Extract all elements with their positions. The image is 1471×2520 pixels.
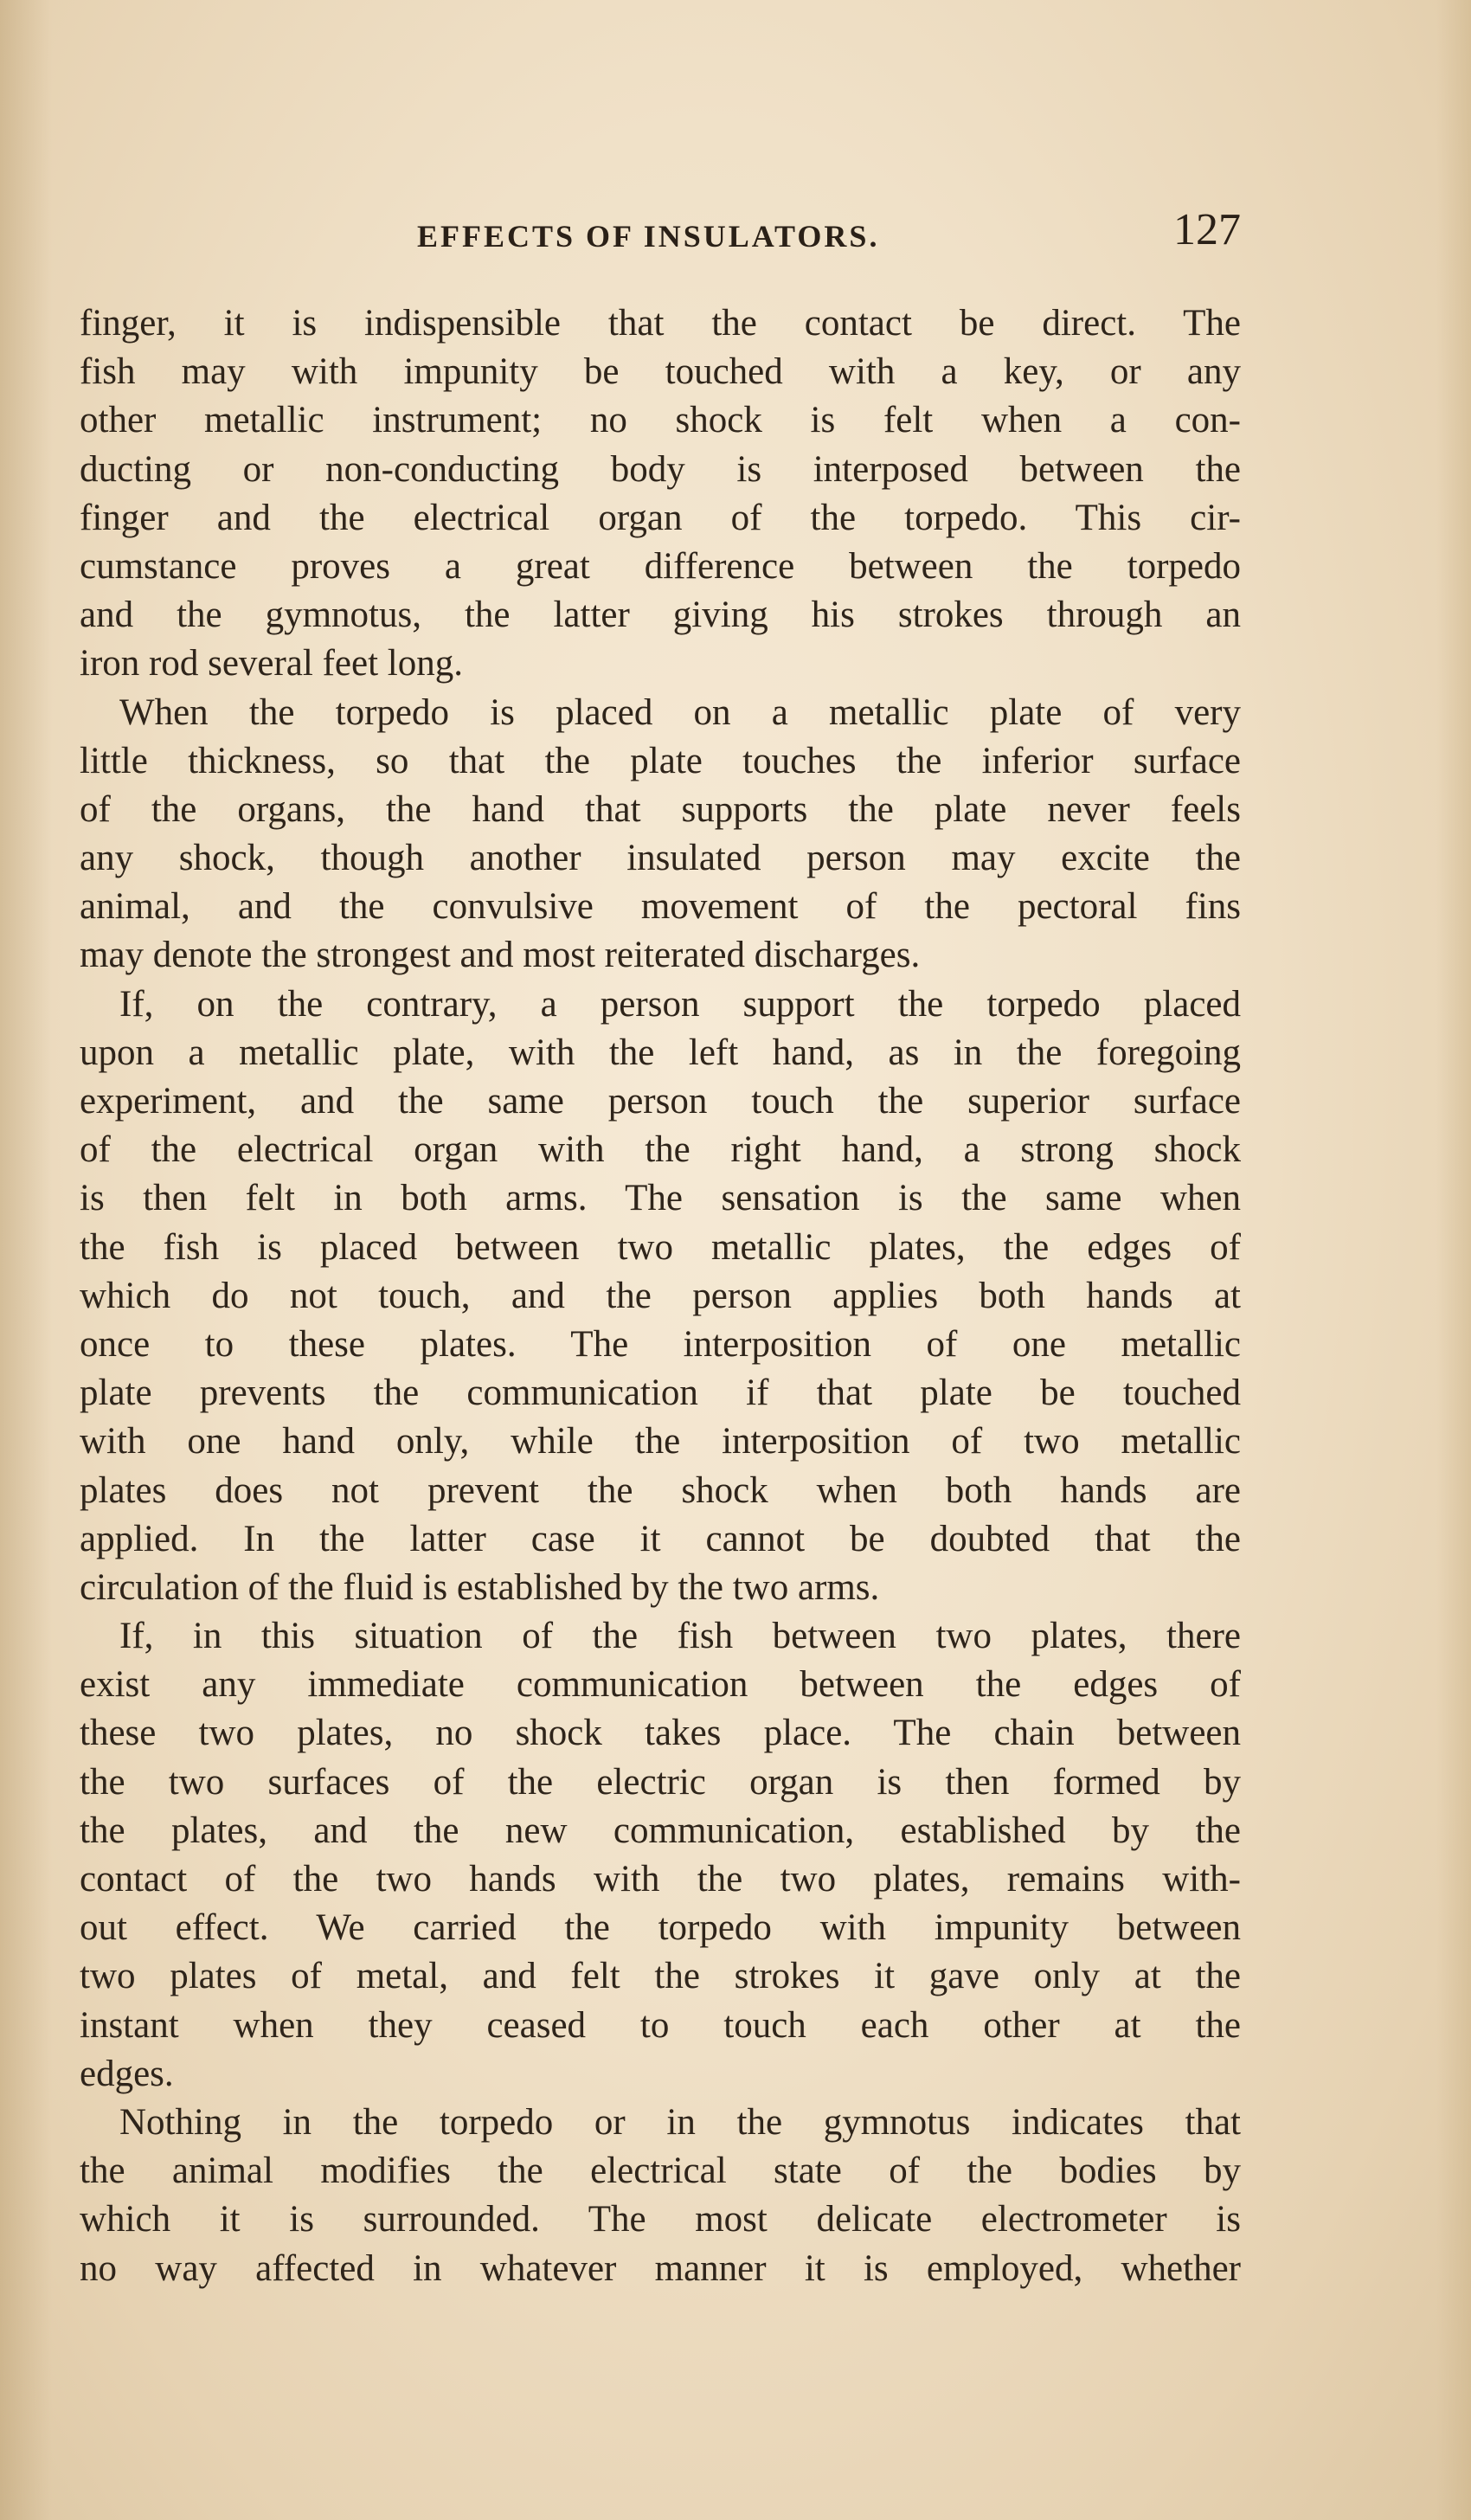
text-line: experiment, and the same person touch the superior surface xyxy=(80,1081,1241,1122)
text-line: If, in this situation of the fish between two plates, there xyxy=(119,1616,1241,1657)
text-line: the fish is placed between two metallic plates, the edges of xyxy=(80,1226,1241,1268)
text-line: with one hand only, while the interposition of two metallic xyxy=(80,1421,1241,1462)
text-line: the two surfaces of the electric organ is then formed by xyxy=(80,1761,1241,1803)
text-line: When the torpedo is placed on a metallic plate of very xyxy=(119,691,1241,733)
text-line: which do not touch, and the person applies both hands at xyxy=(80,1275,1241,1316)
text-line: once to these plates. The interposition of one metallic xyxy=(80,1323,1241,1365)
page-number: 127 xyxy=(1173,205,1241,254)
text-line: no way affected in whatever manner it is employed, whether xyxy=(80,2247,1241,2289)
text-line: animal, and the convulsive movement of the pectoral fins xyxy=(80,886,1241,928)
text-line: Nothing in the torpedo or in the gymnotus indicates that xyxy=(119,2101,1241,2143)
page-edge-shadow-right xyxy=(1436,0,1471,2520)
text-line: and the gymnotus, the latter giving his strokes through an xyxy=(80,595,1241,636)
text-line: upon a metallic plate, with the left hand, as in the foregoing xyxy=(80,1032,1241,1073)
body-text xyxy=(80,299,1241,2293)
text-line: If, on the contrary, a person support the torpedo placed xyxy=(119,983,1241,1025)
text-line: the plates, and the new communication, established by the xyxy=(80,1810,1241,1851)
text-line: of the organs, the hand that supports the plate never feels xyxy=(80,788,1241,830)
text-line: finger and the electrical organ of the torpedo. This cir- xyxy=(80,497,1241,538)
text-line: cumstance proves a great difference between the torpedo xyxy=(80,545,1241,587)
text-line: which it is surrounded. The most delicate electrometer is xyxy=(80,2199,1241,2240)
text-line: contact of the two hands with the two plates, remains with- xyxy=(80,1859,1241,1900)
text-line: these two plates, no shock takes place. The chain between xyxy=(80,1713,1241,1754)
text-line: instant when they ceased to touch each other at the xyxy=(80,2004,1241,2046)
text-line: fish may with impunity be touched with a key, or any xyxy=(80,351,1241,393)
text-line: circulation of the fluid is established by the two arms. xyxy=(80,1566,880,1608)
text-line: of the electrical organ with the right hand, a strong shock xyxy=(80,1129,1241,1171)
text-line: two plates of metal, and felt the strokes it gave only at the xyxy=(80,1956,1241,1997)
text-line: other metallic instrument; no shock is felt when a con- xyxy=(80,400,1241,441)
running-head: EFFECTS OF INSULATORS. xyxy=(417,219,880,254)
text-line: is then felt in both arms. The sensation is the same when xyxy=(80,1178,1241,1219)
text-line: exist any immediate communication between the edges of xyxy=(80,1664,1241,1706)
text-line: ducting or non-conducting body is interposed between the xyxy=(80,448,1241,490)
text-line: any shock, though another insulated person may excite the xyxy=(80,838,1241,879)
text-line: may denote the strongest and most reiterated discharges. xyxy=(80,935,921,976)
page-edge-shadow-left xyxy=(0,0,52,2520)
text-line: little thickness, so that the plate touches the inferior surface xyxy=(80,740,1241,781)
text-line: plate prevents the communication if that plate be touched xyxy=(80,1372,1241,1414)
text-line: applied. In the latter case it cannot be doubted that the xyxy=(80,1518,1241,1559)
text-line: out effect. We carried the torpedo with impunity between xyxy=(80,1907,1241,1949)
text-line: the animal modifies the electrical state of the bodies by xyxy=(80,2150,1241,2192)
text-line: plates does not prevent the shock when both hands are xyxy=(80,1469,1241,1511)
text-line: finger, it is indispensible that the contact be direct. The xyxy=(80,303,1241,344)
text-line: edges. xyxy=(80,2053,174,2094)
page-header xyxy=(80,204,1241,265)
text-line: iron rod several feet long. xyxy=(80,643,463,685)
